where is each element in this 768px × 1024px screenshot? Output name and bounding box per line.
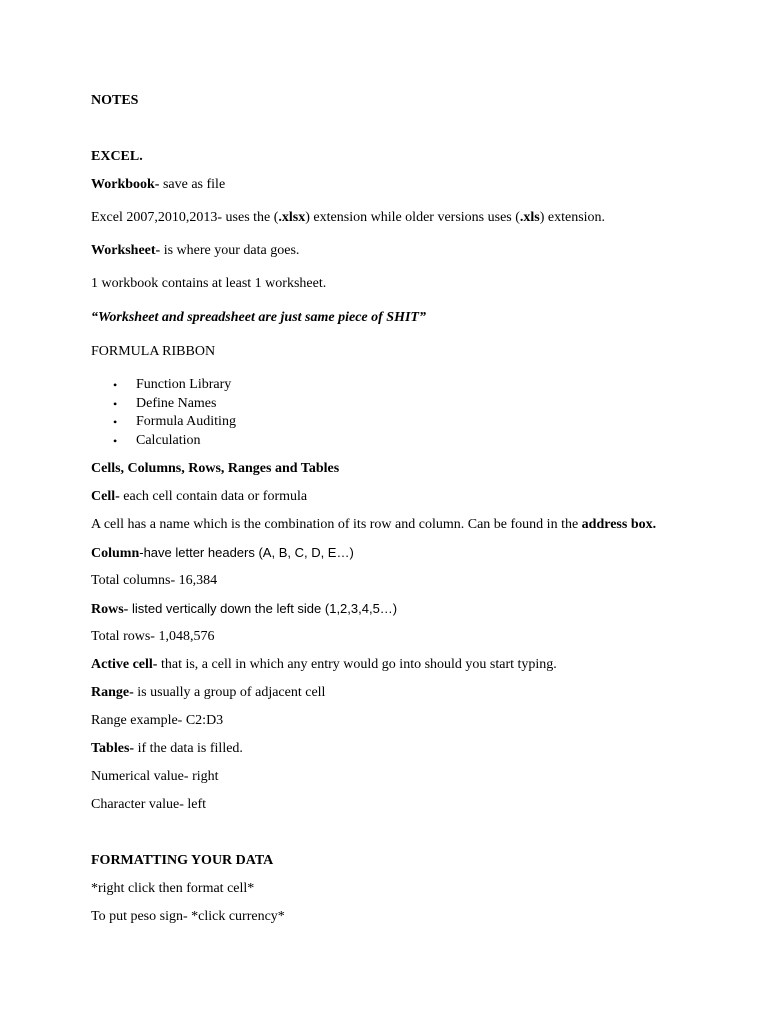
rows-line: [91, 601, 397, 618]
extension-pre: Excel 2007,2010,2013- uses the (: [91, 210, 279, 225]
bullet-icon: •: [113, 434, 118, 449]
notes-heading: NOTES: [91, 93, 139, 108]
worksheet-desc: is where your data goes.: [160, 243, 300, 258]
quote-line: “Worksheet and spreadsheet are just same piece of SHIT”: [91, 310, 426, 325]
cells-heading: Cells, Columns, Rows, Ranges and Tables: [91, 461, 340, 476]
formula-ribbon-list: [91, 376, 236, 451]
excel-heading: EXCEL.: [91, 149, 143, 164]
range-line: [91, 685, 325, 701]
extension-xlsx: .xlsx: [278, 210, 306, 225]
rows-term: Rows-: [91, 602, 129, 617]
cell-name-text: A cell has a name which is the combination of its row and column. Can be found in the: [91, 517, 582, 532]
workbook-line: [91, 177, 225, 193]
numerical-value-line: Numerical value- right: [91, 769, 219, 784]
cell-desc: each cell contain data or formula: [119, 489, 308, 504]
worksheet-line: [91, 243, 299, 259]
extension-xls: .xls: [519, 210, 540, 225]
column-desc: -have letter headers (A, B, C, D, E…): [139, 545, 354, 560]
list-item: [91, 413, 236, 432]
address-box-term: address box.: [581, 517, 657, 532]
extension-line: [91, 210, 605, 226]
list-item: [91, 432, 236, 451]
tables-line: [91, 741, 243, 757]
list-item-label: Function Library: [136, 377, 232, 392]
cell-term: Cell-: [91, 489, 120, 504]
active-cell-term: Active cell-: [91, 657, 158, 672]
formula-ribbon-heading: FORMULA RIBBON: [91, 344, 216, 359]
list-item-label: Formula Auditing: [136, 414, 236, 430]
right-click-line: *right click then format cell*: [91, 881, 255, 896]
range-term: Range-: [91, 685, 134, 700]
total-rows-line: Total rows- 1,048,576: [91, 629, 215, 644]
peso-sign-line: To put peso sign- *click currency*: [91, 909, 285, 924]
list-item-label: Calculation: [136, 433, 201, 449]
workbook-contains-line: 1 workbook contains at least 1 worksheet.: [91, 276, 327, 291]
extension-mid: ) extension while older versions uses (: [305, 210, 520, 225]
column-line: [91, 545, 354, 562]
character-value-line: Character value- left: [91, 797, 207, 812]
range-desc: is usually a group of adjacent cell: [133, 685, 326, 700]
column-term: Column: [91, 546, 140, 561]
workbook-term: Workbook-: [91, 177, 160, 192]
worksheet-term: Worksheet-: [91, 243, 161, 258]
tables-term: Tables-: [91, 741, 135, 756]
cell-name-line: [91, 517, 656, 533]
active-cell-desc: that is, a cell in which any entry would go into should you start typing.: [157, 657, 557, 672]
range-example-line: Range example- C2:D3: [91, 713, 224, 728]
cell-line: [91, 489, 307, 505]
formatting-heading: FORMATTING YOUR DATA: [91, 853, 274, 868]
bullet-icon: •: [113, 415, 118, 430]
list-item: [91, 395, 236, 414]
tables-desc: if the data is filled.: [134, 741, 243, 756]
active-cell-line: [91, 657, 557, 673]
bullet-icon: •: [113, 396, 118, 411]
bullet-icon: •: [113, 378, 118, 392]
extension-post: ) extension.: [539, 210, 606, 225]
list-item-label: Define Names: [136, 395, 217, 411]
workbook-desc: save as file: [159, 177, 226, 192]
total-columns-line: Total columns- 16,384: [91, 573, 218, 588]
rows-desc: listed vertically down the left side (1,2,3,4,5…): [128, 601, 398, 616]
list-item: [91, 376, 236, 395]
